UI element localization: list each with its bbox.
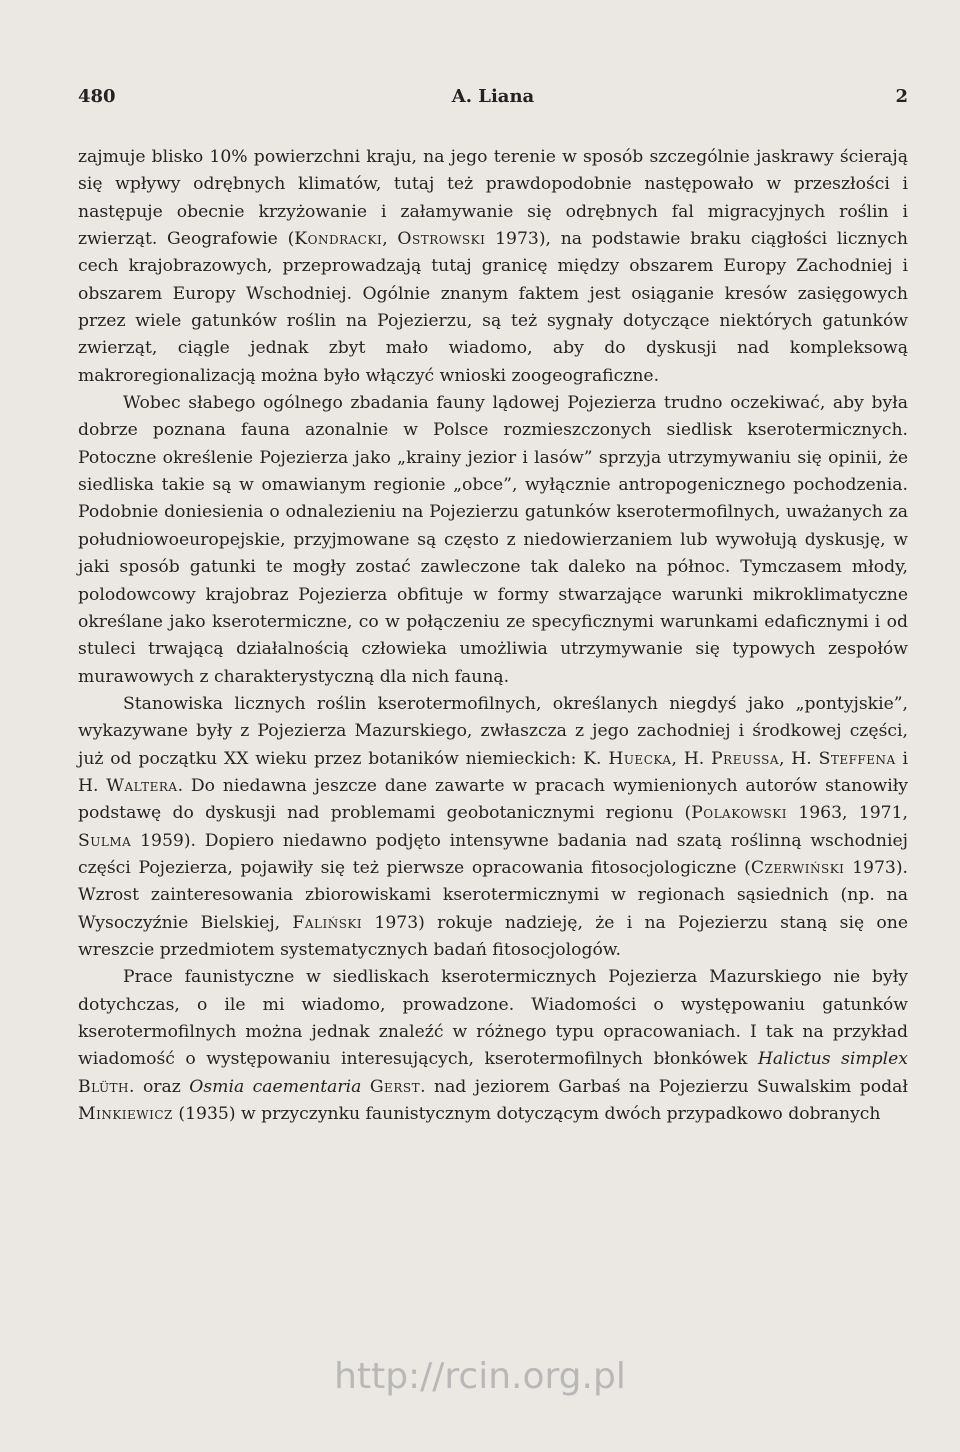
text-run: . oraz <box>129 1076 190 1097</box>
paragraph <box>78 144 908 390</box>
author-name: Czerwiński <box>750 857 845 878</box>
body-text <box>78 144 908 1128</box>
text-run: i H. <box>78 748 909 796</box>
text-run: (1935) w przyczynku faunistycznym dotyczącym dwóch przypadkowo dobranych <box>172 1104 881 1125</box>
author-name: Faliński <box>292 912 363 933</box>
text-run: , <box>382 229 398 250</box>
author-name: Gerst <box>369 1076 421 1097</box>
author-name: Minkiewicz <box>78 1104 173 1125</box>
text-run: . Do niedawna jeszcze dane zawarte w pracach wymienionych autorów stanowiły podstawę do dyskusji nad problemami geobotanicznymi regionu ( <box>78 775 908 824</box>
text-run: Stanowiska licznych roślin kserotermofilnych, określanych niegdyś jako „pontyjskie”, wykazywane były z Pojezierza Mazurskiego, zwłaszcza z jego zachodniej i środkowej części, już od początku XX wieku przez botaników niemieckich: K. <box>78 693 908 769</box>
author-name: Kondracki <box>294 229 383 250</box>
text-run: 1973) rokuje nadzieję, że i na Pojezierzu staną się one wreszcie przedmiotem systematycznych badań fitosocjologów. <box>78 912 908 960</box>
paragraph <box>78 390 908 691</box>
text-run: 1973), na podstawie braku ciągłości licznych cech krajobrazowych, przeprowadzają tutaj granicę między obszarem Europy Zachodniej i obszarem Europy Wschodniej. Ogólnie znanym faktem jest osiąganie kresów zasięgowych przez wiele gatunków roślin na Pojezierzu, są też sygnały dotyczące niektórych gatunków zwierząt, ciągle jednak zbyt mało wiadomo, aby do dyskusji nad kompleksową makroregionalizacją można było włączyć wnioski zoogeograficzne. <box>78 229 908 386</box>
author-name: Ostrowski <box>397 229 486 250</box>
species-name: Osmia caementaria <box>189 1076 362 1097</box>
species-name: Halictus simplex <box>757 1049 908 1070</box>
text-run: Wobec słabego ogólnego zbadania fauny lądowej Pojezierza trudno oczekiwać, aby była dobrze poznana fauna azonalnie w Polsce rozmieszczonych siedlisk kserotermicznych. Potoczne określenie Pojezierza jako „krainy jezior i lasów” sprzyja utrzymywaniu się opinii, że siedliska takie są w omawianym regionie „obce”, wyłącznie antropogenicznego pochodzenia. Podobnie doniesienia o odnalezieniu na Pojezierzu gatunków kserotermofilnych, uważanych za południowoeuropejskie, przyjmowane są często z niedowierzaniem lub wywołują dyskusję, w jaki sposób gatunki te mogły zostać zawleczone tak daleko na północ. Tymczasem młody, polodowcowy krajobraz Pojezierza obfituje w formy stwarzające warunki mikroklimatyczne określane jako kserotermiczne, co w połączeniu ze specyficznymi warunkami edaficznymi i od stuleci trwającą działalnością człowieka umożliwia utrzymywanie się typowych zespołów murawowych z charakterystyczną dla nich fauną. <box>78 393 908 687</box>
author-name: Preussa <box>711 748 779 769</box>
running-head-author: A. Liana <box>451 86 535 107</box>
text-run: , H. <box>778 748 819 769</box>
author-name: Huecka <box>608 748 672 769</box>
author-name: Sulma <box>78 830 132 851</box>
text-run: Prace faunistyczne w siedliskach kserotermicznych Pojezierza Mazurskiego nie były dotychczas, o ile mi wiadomo, prowadzone. Wiadomości o występowaniu gatunków kserotermofilnych można jednak znaleźć w różnego typu opracowaniach. I tak na przykład wiadomość o występowaniu interesujących, kserotermofilnych błonkówek <box>78 967 908 1070</box>
paragraph <box>78 964 908 1128</box>
source-url-watermark: http://rcin.org.pl <box>334 1356 626 1397</box>
running-header <box>78 86 908 112</box>
text-run: 1963, 1971, <box>786 803 908 824</box>
paragraph <box>78 691 908 964</box>
text-run: 1973). Wzrost zainteresowania zbiorowiskami kserotermicznymi w regionach sąsiednich (np. na Wysoczyźnie Bielskiej, <box>78 857 908 933</box>
text-run <box>361 1077 369 1097</box>
section-number: 2 <box>895 86 908 107</box>
text-run: , H. <box>671 748 712 769</box>
page-number: 480 <box>78 86 116 107</box>
text-run: zajmuje blisko 10% powierzchni kraju, na jego terenie w sposób szczególnie jaskrawy ścierają się wpływy odrębnych klimatów, tutaj też prawdopodobnie następowało w przeszłości i następuje obecnie krzyżowanie i załamywanie się odrębnych fal migracyjnych roślin i zwierząt. Geografowie ( <box>78 147 908 250</box>
author-name: Steffena <box>818 748 896 769</box>
author-name: Blüth <box>78 1076 130 1097</box>
text-run: 1959). Dopiero niedawno podjęto intensywne badania nad szatą roślinną wschodniej części Pojezierza, pojawiły się też pierwsze opracowania fitosocjologiczne ( <box>78 830 908 878</box>
author-name: Polakowski <box>691 803 787 824</box>
text-run: . nad jeziorem Garbaś na Pojezierzu Suwalskim podał <box>420 1076 908 1097</box>
author-name: Waltera <box>106 775 178 796</box>
